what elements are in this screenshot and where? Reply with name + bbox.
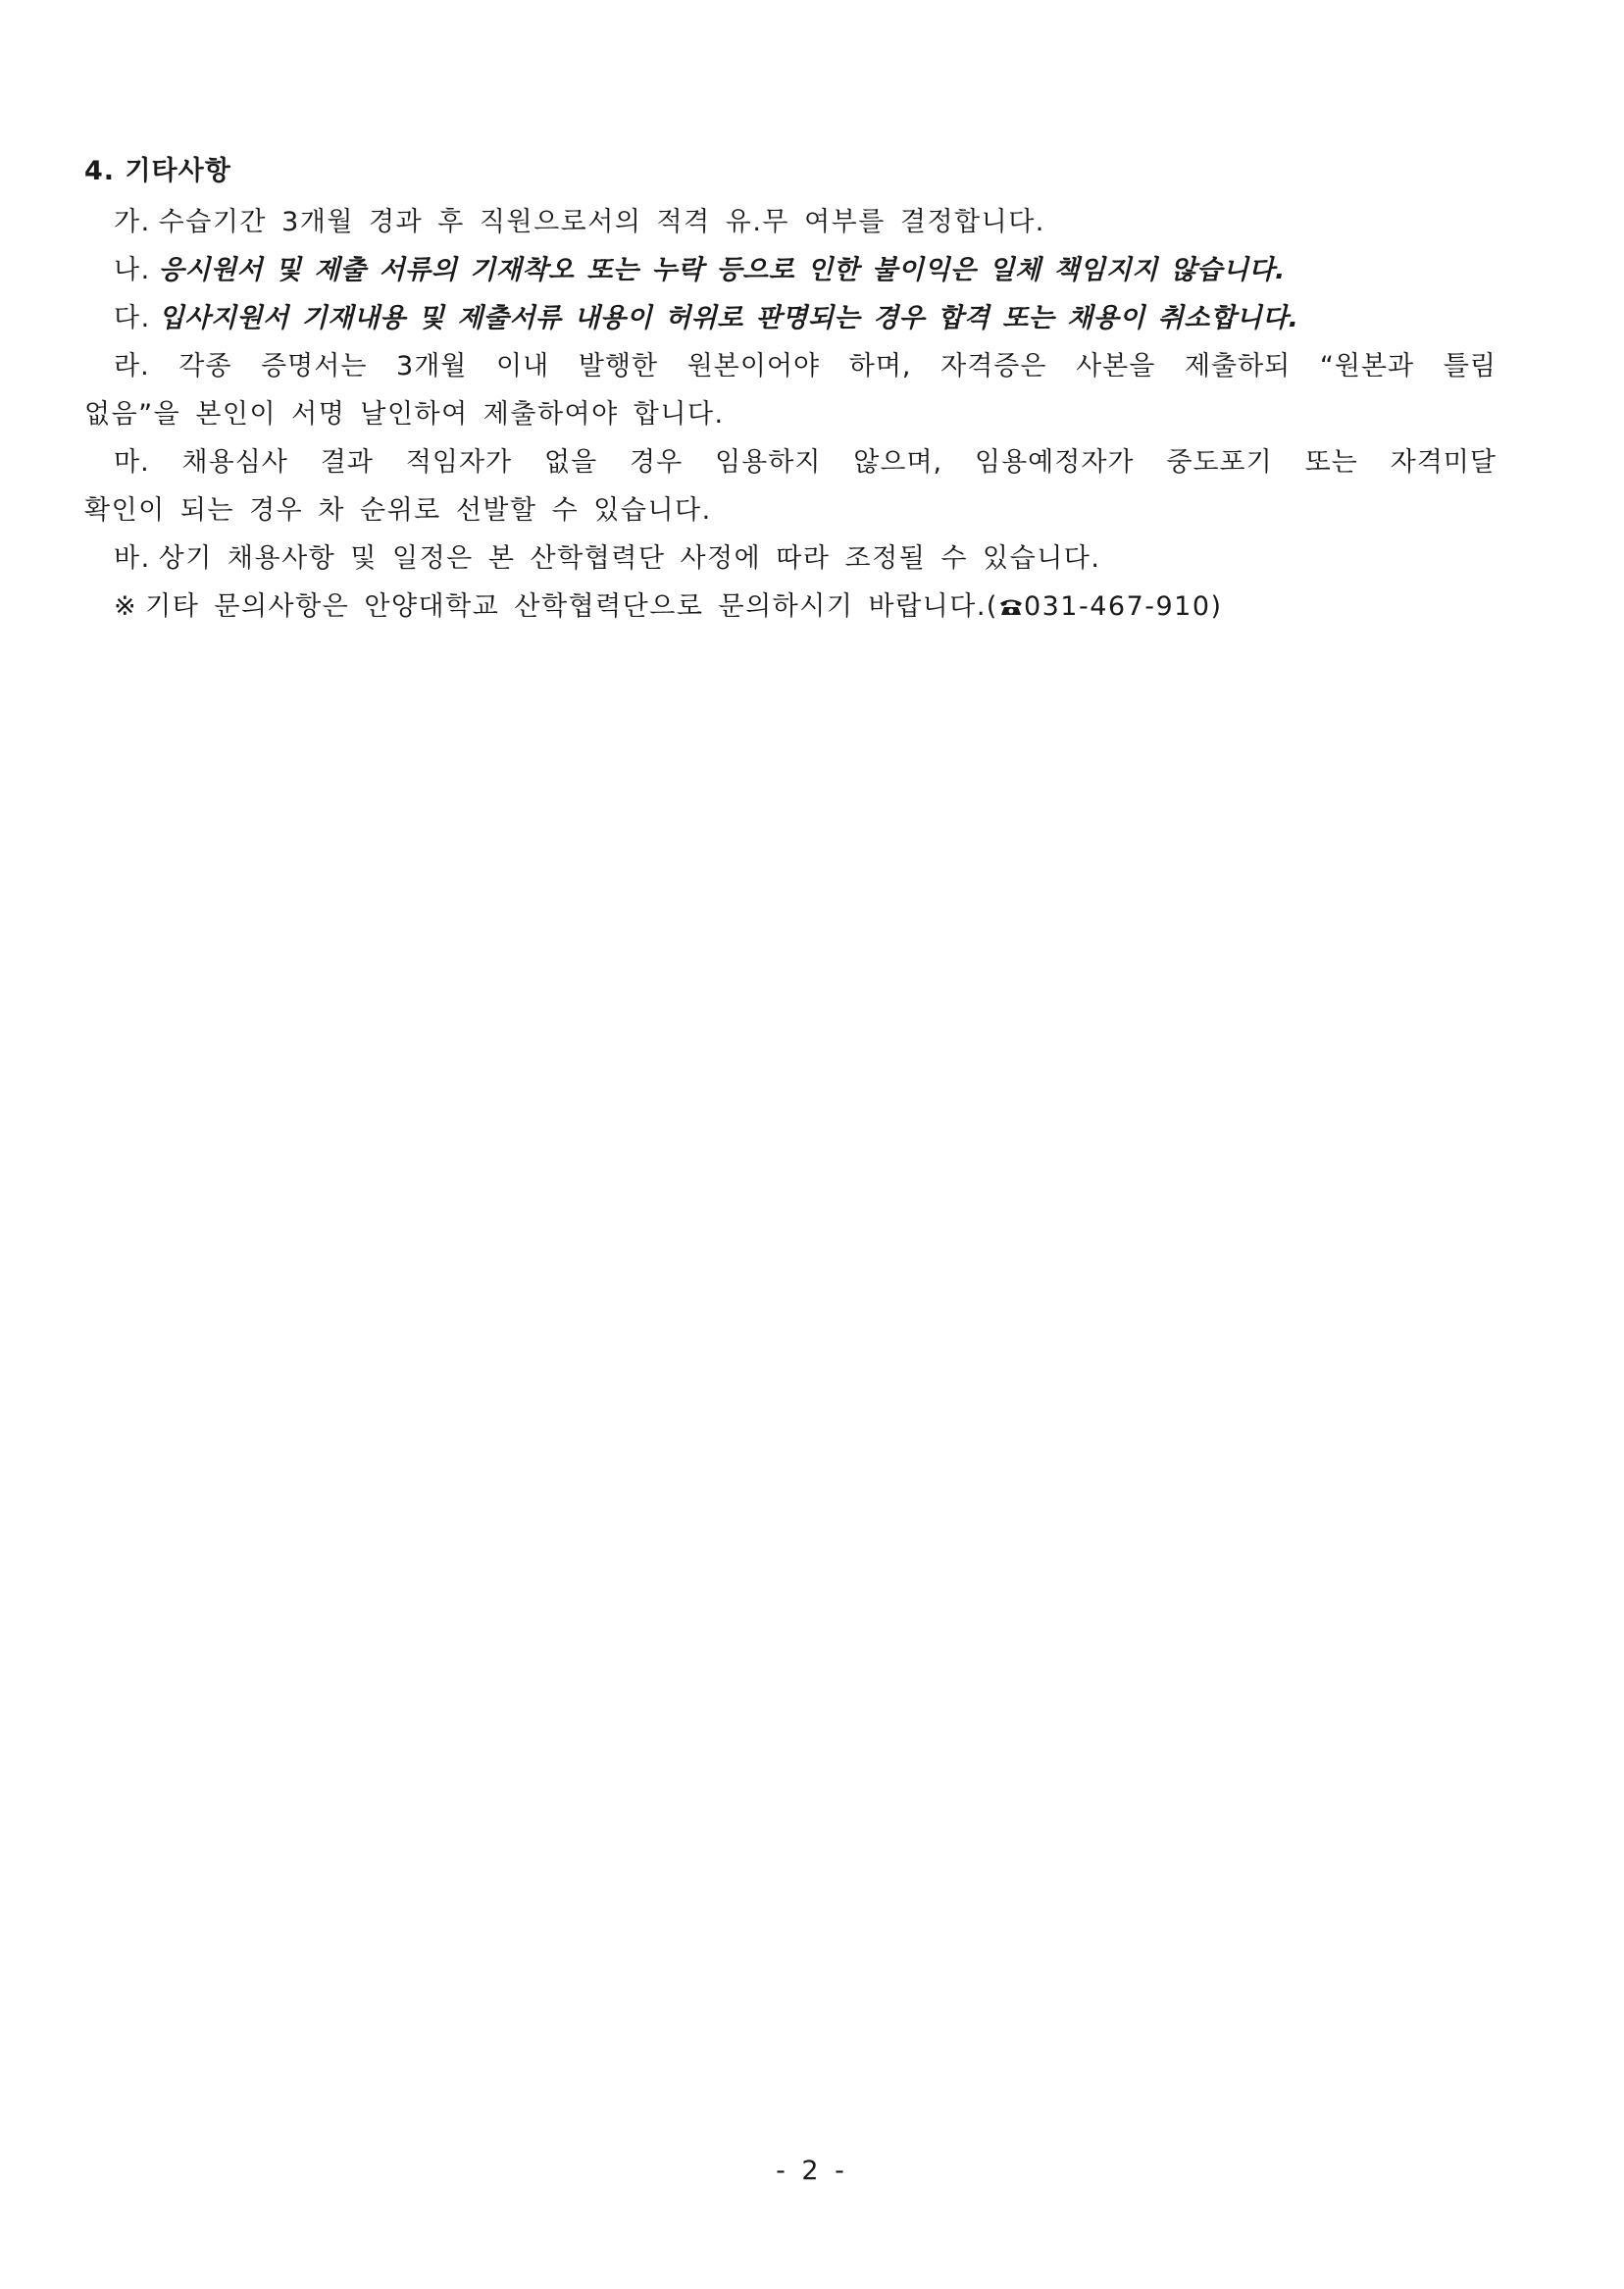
word: 라.	[114, 351, 150, 382]
word: 채용심사	[181, 447, 288, 478]
word: 마.	[114, 447, 150, 478]
word: 이내	[496, 351, 550, 382]
word: 없을	[544, 447, 598, 478]
item-na	[84, 246, 1497, 294]
reference-mark: ※	[114, 591, 138, 622]
item-da	[84, 294, 1497, 342]
word: 하며,	[848, 351, 912, 382]
note-text: 기타 문의사항은 안양대학교 산학협력단으로 문의하시기 바랍니다.(	[145, 591, 998, 622]
item-text-emphasized: 입사지원서 기재내용 및 제출서류 내용이 허위로 판명되는 경우 합격 또는 채용이 취소합니다.	[158, 303, 1299, 333]
word: 적임자가	[405, 447, 513, 478]
phone-icon	[999, 598, 1023, 616]
word: 제출하되	[1184, 351, 1292, 382]
item-text: 수습기간 3개월 경과 후 직원으로서의 적격 유.무 여부를 결정합니다.	[158, 207, 1045, 237]
word: 자격미달	[1390, 447, 1497, 478]
section-content	[84, 198, 1497, 631]
item-text-emphasized: 응시원서 및 제출 서류의 기재착오 또는 누락 등으로 인한 불이익은 일체 책임지지 않습니다.	[158, 255, 1286, 285]
word: 증명서는	[261, 351, 368, 382]
item-ma-line-2: 확인이 되는 경우 차 순위로 선발할 수 있습니다.	[84, 495, 712, 526]
word: 자격증은	[940, 351, 1047, 382]
word: 또는	[1304, 447, 1358, 478]
item-ra-line-1	[84, 342, 1497, 390]
word: 결과	[320, 447, 374, 478]
word: 3개월	[396, 351, 468, 382]
phone-number: 031-467-910)	[1023, 591, 1223, 622]
word: 원본이어야	[686, 351, 821, 382]
item-ra-line-2: 없음”을 본인이 서명 날인하여 제출하여야 합니다.	[84, 399, 725, 430]
item-label: 바.	[114, 543, 151, 574]
word: 임용예정자가	[975, 447, 1135, 478]
item-label: 다.	[114, 303, 151, 333]
word: 발행한	[578, 351, 659, 382]
word: 경우	[630, 447, 684, 478]
item-ma-line-1	[84, 438, 1497, 486]
word: 각종	[178, 351, 232, 382]
section-title: 4. 기타사항	[84, 156, 231, 186]
item-ba	[84, 534, 1497, 583]
item-label: 나.	[114, 255, 151, 285]
item-text: 상기 채용사항 및 일정은 본 산학협력단 사정에 따라 조정될 수 있습니다.	[158, 543, 1101, 574]
item-ga	[84, 198, 1497, 246]
word: 사본을	[1076, 351, 1156, 382]
word: 틀림	[1443, 351, 1497, 382]
word: 중도포기	[1166, 447, 1273, 478]
contact-note	[84, 583, 1497, 631]
item-label: 가.	[114, 207, 151, 237]
word: “원본과	[1319, 351, 1415, 382]
word: 임용하지	[715, 447, 822, 478]
word: 않으며,	[853, 447, 943, 478]
page-number: - 2 -	[776, 2156, 848, 2186]
